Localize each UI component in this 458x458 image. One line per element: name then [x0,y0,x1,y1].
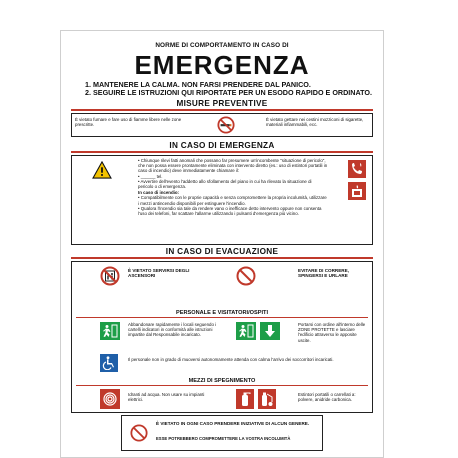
abbandonare-text: Abbandonare rapidamente i locali seguendo i cartelli indicatori in conformità alle istruzioni impartite dal Responsabile incaricato. [128,322,217,338]
disabili-text: Il personale non in grado di muoversi autonomamente attenda con calma l'arrivo dei soccorritori incaricati. [128,357,334,362]
emergenza-bullet-1: • Chiunque rilevi fatti anomali che possano far presumere un'incombente "situazione di pericolo", che non possa essere prontamente eliminata con intervento diretto (es.: uso di estintori portatili in caso di incendio) deve immediatamente chiamare il: [138,158,328,174]
emergenza-bullet-3: • Avvertire dell'evento l'addetto allo sfollamento del piano in cui ha rilevato la situazione di pericolo o di emergenza. [138,178,312,190]
misure-left-text: È vietato fumare e fare uso di fiamme libere nelle zone prescritte. [75,117,182,128]
evacuazione-title: IN CASO DI EVACUAZIONE [165,247,279,256]
warning-icon [92,161,112,179]
misure-underline [71,109,373,111]
emergenza-underline [71,151,373,153]
misure-box [71,113,373,137]
footer-box [121,415,323,451]
rule-2: 2. SEGUIRE LE ISTRUZIONI QUI RIPORTATE PER UN ESODO RAPIDO E ORDINATO. [85,88,372,97]
mezzi-title: MEZZI DI SPEGNIMENTO [188,378,256,384]
rule-1: 1. MANTENERE LA CALMA. NON FARSI PRENDERE DAL PANICO. [85,80,311,89]
incendio-heading: In caso di incendio: [138,190,179,196]
personale-underline [76,317,368,318]
fire-extinguisher-icon [258,389,276,409]
fire-extinguisher-icon [236,389,254,409]
header-title: EMERGENZA [134,50,310,80]
idranti-text: Idranti ad acqua. Non usare su impianti elettrici. [128,392,205,403]
estintori-text: Estintori portatili o carrellati a: polvere, anidride carbonica. [298,392,356,403]
header-subtitle: NORME DI COMPORTAMENTO IN CASO DI [155,42,289,49]
incendio-bullet-1: • Compatibilmente con le proprie capacità e senza compromettere la propria incolumità, utilizzare i mezzi antincendio disponibili per estinguere l'incendio. [138,195,327,206]
no-sign-icon [130,424,148,442]
no-smoking-icon [217,116,235,134]
misure-title: MISURE PREVENTIVE [176,99,268,108]
no-elevator-icon [100,266,120,286]
mezzi-underline [76,385,368,386]
no-running-icon [236,266,256,286]
footer-line-2: ESSE POTREBBERO COMPROMETTERE LA VOSTRA INCOLUMITÀ [156,436,291,441]
evacuazione-box [71,261,373,413]
wheelchair-icon [100,354,118,372]
fire-phone-icon [348,160,366,178]
emergenza-bullet-2: • ______ tel. [138,173,163,179]
emergency-exit-icon [100,322,120,340]
emergenza-text [138,158,328,216]
emergenza-title: IN CASO DI EMERGENZA [169,141,275,150]
footer-line-1: È VIETATO IN OGNI CASO PRENDERE INIZIATIVE DI ALCUN GENERE. [156,421,310,426]
emergency-sign [60,30,384,458]
portarsi-text: Portarsi con ordine all'interno delle ZONE PROTETTE e lasciare l'edificio attraverso le apposite uscite. [298,322,366,343]
incendio-bullet-2: • Qualora l'incendio sia tale da rendere vano o inefficace detto intervento oppure non consenta l'uso dei telefoni, far scattare l'allarme utilizzando i pulsanti d'emergenza più vicino. [138,205,322,217]
correre-text: EVITARE DI CORRERE, SPINGERSI E URLARE [298,268,349,279]
fire-alarm-icon [348,182,366,200]
evacuazione-underline [71,257,373,259]
misure-right-text: È vietato gettare nei cestini mozziconi di sigarette, materiali infiammabili, ecc. [266,117,364,128]
ascensori-text: È VIETATO SERVIRSI DEGLI ASCENSORI [128,268,190,279]
fire-hose-icon [100,389,120,409]
emergency-exit-icon [236,322,256,340]
personale-title: PERSONALE E VISITATORI/OSPITI [176,310,268,316]
emergenza-box [71,155,373,245]
arrow-down-icon [260,322,280,340]
